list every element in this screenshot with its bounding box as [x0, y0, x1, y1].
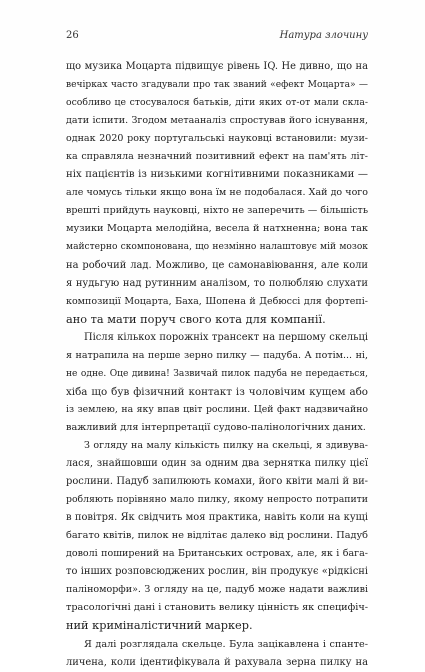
body-text	[66, 58, 368, 672]
text-line: ано та мати поруч свого кота для компанії.	[66, 312, 326, 326]
text-line: личена, коли ідентифікувала й рахувала зерна пилку на	[66, 656, 368, 668]
text-line: особливо це стосувалося батьків, діти яких от-от мали скла-	[66, 97, 368, 109]
text-line: музики Моцарта мелодійна, весела й натхненна; вона так	[66, 223, 368, 235]
page-header	[66, 30, 368, 46]
text-line: вечірках часто згадували про так званий «ефект Моцарта» —	[66, 80, 368, 91]
text-line: однак 2020 року португальські науковці встановили: музи-	[66, 133, 368, 145]
text-line: З огляду на малу кількість пилку на скельці, я здивува-	[84, 439, 368, 451]
text-line: на робочий лад. Можливо, це самонавіювання, але коли	[66, 259, 368, 271]
text-line: врешті прийдуть науковці, ніхто не заперечить — більшість	[66, 205, 368, 217]
text-line: із землею, на яку впав цвіт рослини. Цей факт надзвичайно	[66, 403, 368, 415]
text-line: в повітря. Як свідчить моя практика, навіть коли на кущі	[66, 512, 368, 524]
text-line: важливий для інтерпретації судово-палінологічних даних.	[66, 421, 366, 433]
text-line: не одне. Оце дивина! Зазвичай пилок падуба не передається,	[66, 368, 368, 379]
text-line: хіба що був фізичний контакт із чоловічим кущем або	[66, 385, 368, 398]
running-title: Натура злочину	[279, 30, 368, 41]
text-line: ка справляла незначний позитивний ефект на пам'ять літ-	[66, 151, 368, 163]
text-line: я нудьгую над рутинним аналізом, то полюбляю слухати	[66, 277, 368, 289]
text-line: рослини. Падуб запилюють комахи, його квіти малі й ви-	[66, 476, 368, 488]
text-line: Я далі розглядала скельце. Була зацікавлена і спанте-	[84, 638, 368, 650]
text-line: паліноморфи». З огляду на це, падуб може надати важливі	[66, 584, 368, 596]
text-line: я натрапила на перше зерно пилку — падуба. А потім... ні,	[66, 349, 368, 361]
text-line: майстерно скомпонована, що незмінно налаштовує мій мозок	[66, 242, 368, 253]
text-line: що музика Моцарта підвищує рівень IQ. Не дивно, що на	[66, 61, 368, 72]
text-line: ний криміналістичний маркер.	[66, 619, 253, 633]
text-line: лася, знайшовши один за одним два зернятка пилку цієї	[66, 458, 368, 470]
text-line: ніх пацієнтів із низькими когнітивними показниками —	[66, 169, 368, 181]
text-line: Після кількох порожніх трансект на першому скельці	[84, 331, 368, 343]
text-line: робляють порівняно мало пилку, якому непросто потрапити	[66, 494, 368, 506]
text-line: то інших розповсюджених рослин, він продукує «рідкісні	[66, 566, 368, 578]
text-line: але чомусь тільки якщо вона їм не подобалася. Хай до чого	[66, 187, 368, 199]
text-line: багато квітів, пилок не відлітає далеко від рослини. Падуб	[66, 530, 368, 542]
text-line: трасологічні дані і становить велику цінність як специфіч-	[66, 602, 368, 614]
text-line: дати іспити. Згодом метааналіз спростував його існування,	[66, 115, 368, 127]
text-line: композиції Моцарта, Баха, Шопена й Дебюссі для фортепі-	[66, 295, 368, 307]
text-line: доволі поширений на Британських островах, але, як і бага-	[66, 548, 368, 560]
page-number: 26	[66, 30, 79, 41]
